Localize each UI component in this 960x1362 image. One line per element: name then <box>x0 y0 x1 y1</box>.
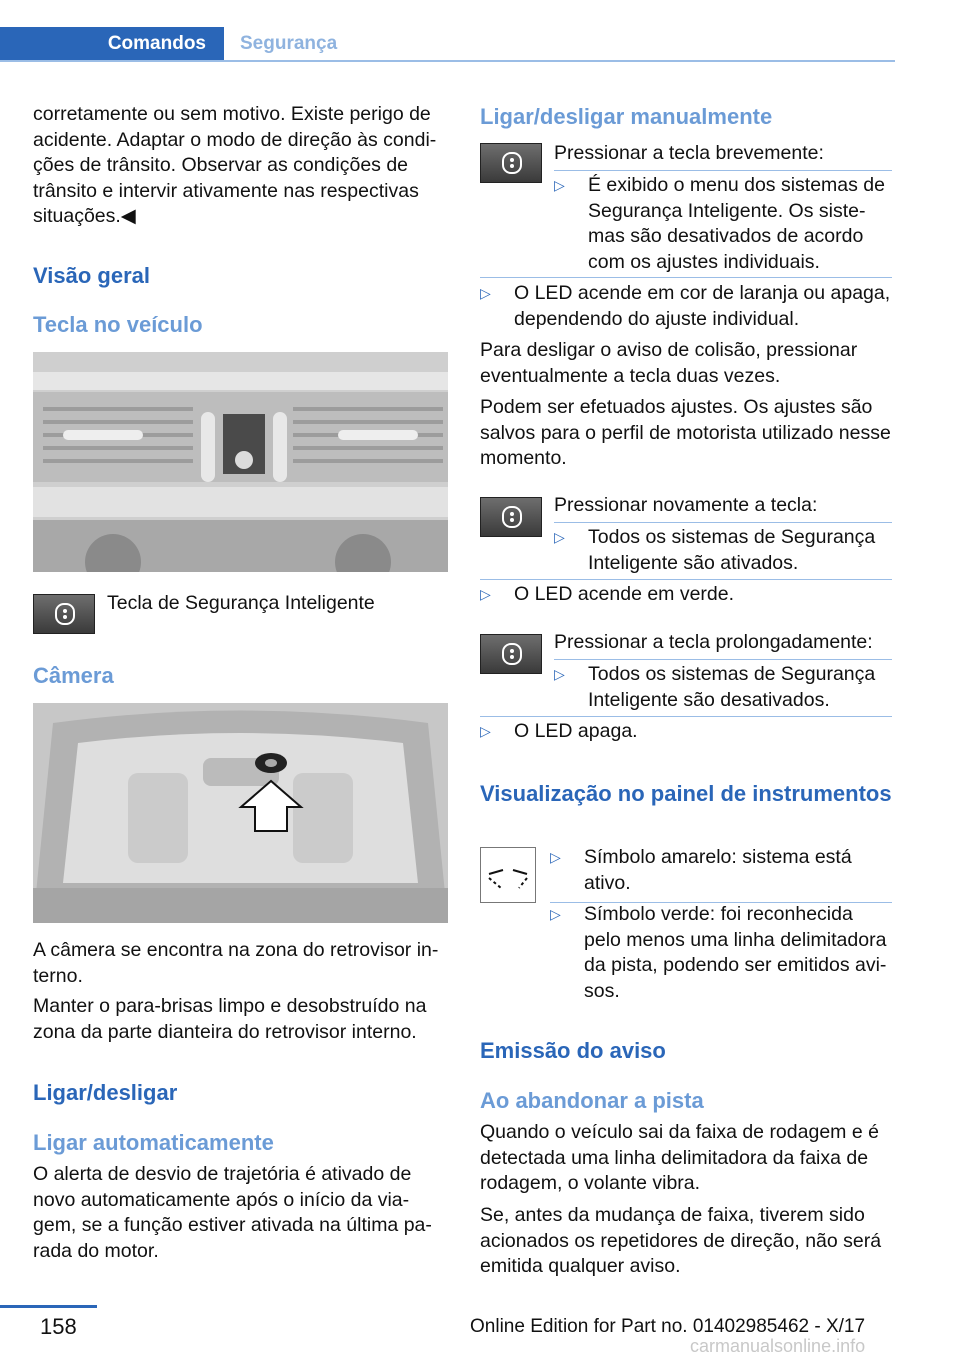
list-item: ▷ Todos os sistemas de Segurança Inteligente são ativados. <box>554 526 876 574</box>
safety-key-icon <box>480 497 542 537</box>
key-caption: Tecla de Segurança Inteligente <box>107 592 375 614</box>
triangle-bullet-icon: ▷ <box>480 723 491 739</box>
divider <box>554 522 892 523</box>
camera-paragraph-1: A câmera se encontra na zona do retrovisor in‐terno. <box>33 939 439 987</box>
heading-overview: Visão geral <box>33 263 150 288</box>
safety-key-glyph <box>502 643 522 665</box>
list-item: ▷ É exibido o menu dos sistemas de Segurança Inteligente. Os siste‐mas são desativados de acordo com os ajustes individuais. <box>554 174 885 273</box>
page-number: 158 <box>40 1314 77 1339</box>
triangle-bullet-icon: ▷ <box>480 586 491 602</box>
heading-auto: Ligar automaticamente <box>33 1130 274 1155</box>
safety-key-glyph <box>55 603 75 625</box>
divider <box>554 170 892 171</box>
heading-manual: Ligar/desligar manualmente <box>480 104 773 129</box>
camera-paragraph-2: Manter o para-brisas limpo e desobstruído na zona da parte dianteira do retrovisor interno. <box>33 995 427 1043</box>
leave-paragraph-2: Se, antes da mudança de faixa, tiverem sido acionados os repetidores de direção, não será emitida qualquer aviso. <box>480 1204 882 1277</box>
header-bar <box>0 27 895 61</box>
safety-key-icon <box>33 594 95 634</box>
triangle-bullet-icon: ▷ <box>550 906 561 922</box>
heading-key: Tecla no veículo <box>33 312 203 337</box>
divider <box>480 579 892 580</box>
list-item: ▷ O LED acende em cor de laranja ou apaga, dependendo do ajuste individual. <box>480 282 891 330</box>
list-item: ▷ Símbolo verde: foi reconhecida pelo menos uma linha delimitadora da pista, podendo ser emitidos avi‐sos. <box>550 903 887 1002</box>
camera-photo <box>33 703 448 923</box>
heading-display: Visualização no painel de instrumentos <box>480 781 892 806</box>
triangle-bullet-icon: ▷ <box>554 177 565 193</box>
list-item: ▷ O LED acende em verde. <box>480 583 735 605</box>
divider <box>480 716 892 717</box>
watermark-text: carmanualsonline.info <box>690 1336 866 1356</box>
auto-paragraph: O alerta de desvio de trajetória é ativado de novo automaticamente após o início da via‐gem, se a função estiver ativada na última pa‐rada do motor. <box>33 1163 432 1262</box>
press-short-text: Pressionar a tecla brevemente: <box>554 142 824 164</box>
triangle-bullet-icon: ▷ <box>554 666 565 682</box>
safety-key-glyph <box>502 152 522 174</box>
collision-paragraph: Para desligar o aviso de colisão, pressionar eventualmente a tecla duas vezes. <box>480 339 858 387</box>
triangle-bullet-icon: ▷ <box>550 849 561 865</box>
footer-rule <box>0 1305 97 1308</box>
intro-paragraph: corretamente ou sem motivo. Existe perigo de acidente. Adaptar o modo de direção às condi‐ções de trânsito. Observar as condições de trânsito e intervir ativamente nas respectivas situações.◀ <box>33 103 437 227</box>
heading-leave-lane: Ao abandonar a pista <box>480 1088 704 1113</box>
dashboard-photo <box>33 352 448 572</box>
heading-onoff: Ligar/desligar <box>33 1080 178 1105</box>
divider <box>480 277 892 278</box>
list-item: ▷ O LED apaga. <box>480 720 638 742</box>
settings-paragraph: Podem ser efetuados ajustes. Os ajustes são salvos para o perfil de motorista utilizado nesse momento. <box>480 396 891 469</box>
edition-text: Online Edition for Part no. 01402985462 - X/17 <box>470 1316 866 1337</box>
header-divider <box>0 60 895 62</box>
safety-key-icon <box>480 143 542 183</box>
safety-key-icon <box>480 634 542 674</box>
leave-paragraph-1: Quando o veículo sai da faixa de rodagem e é detectada uma linha delimitadora da faixa de rodagem, o volante vibra. <box>480 1121 879 1194</box>
tab-seguranca[interactable]: Segurança <box>240 32 338 54</box>
press-again-text: Pressionar novamente a tecla: <box>554 494 818 516</box>
tab-comandos[interactable]: Comandos <box>0 27 224 60</box>
press-long-text: Pressionar a tecla prolongadamente: <box>554 631 873 653</box>
triangle-bullet-icon: ▷ <box>554 529 565 545</box>
lane-departure-icon <box>480 847 536 903</box>
triangle-bullet-icon: ▷ <box>480 285 491 301</box>
heading-warning: Emissão do aviso <box>480 1038 666 1063</box>
divider <box>554 659 892 660</box>
list-item: ▷ Símbolo amarelo: sistema está ativo. <box>550 846 852 894</box>
safety-key-glyph <box>502 506 522 528</box>
list-item: ▷ Todos os sistemas de Segurança Inteligente são desativados. <box>554 663 876 711</box>
heading-camera: Câmera <box>33 663 114 688</box>
